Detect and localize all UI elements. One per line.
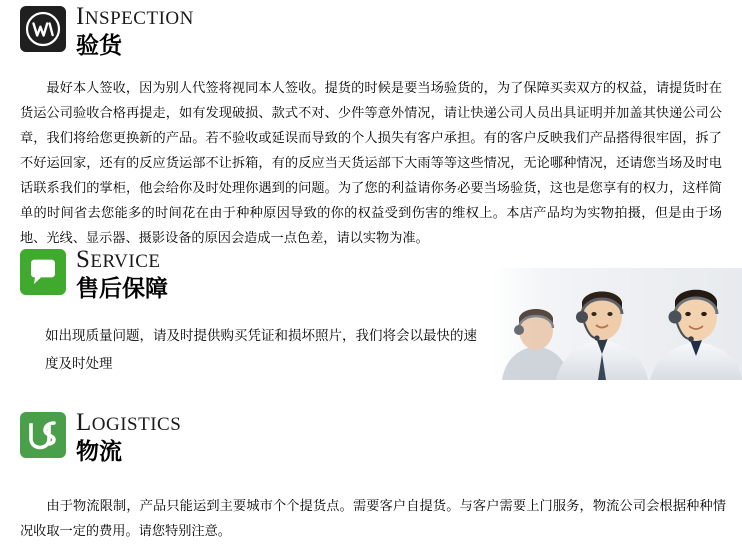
inspection-title-cn: 验货 — [76, 33, 122, 59]
service-title-cn: 售后保障 — [76, 276, 168, 302]
logistics-header — [20, 409, 726, 466]
logistics-title-en-rest: OGISTICS — [91, 414, 182, 435]
logistics-title-cn: 物流 — [76, 439, 122, 465]
logistics-body-text: 由于物流限制，产品只能运到主要城市个个提货点。需要客户自提货。与客户需要上门服务，物流公司会根据种种情况收取一定的费用。请您特别注意。 — [20, 499, 726, 539]
inspection-header — [20, 3, 726, 60]
inspection-titles — [76, 3, 194, 60]
speech-bubble-icon — [20, 249, 66, 295]
inspection-body-text: 最好本人签收，因为别人代签将视同本人签收。提货的时候是要当场验货的，为了保障买卖双方的权益，请提货时在货运公司验收合格再提走，如有发现破损、款式不对、少件等意外情况，请让快递公司人员出具证明并加盖其快递公司公章，我们将给您更换新的产品。若不验收或延误而导致的个人损失有客户承担。有的客户反映我们产品搭得很牢固，拆了不好运回家，还有的反应货运部不让拆箱，有的反应当天货运部下大雨等等这些情况，无论哪种情况，还请您当场及时电话联系我们的掌柜，他会给你及时处理你遇到的问题。为了您的利益请你务必要当场验货，这也是您享有的权力，这样简单的时间省去您能多的时间花在由于种种原因导致的你的权益受到伤害的维权上。本店产品均为实物拍摄，但是由于场地、光线、显示器、摄影设备的原因会造成一点色差，请以实物为准。 — [20, 81, 722, 246]
inspection-title-en — [76, 3, 194, 30]
service-body-text: 如出现质量问题，请及时提供购买凭证和损坏照片，我们将会以最快的速度及时处理 — [45, 328, 477, 372]
logistics-title-en-initial: L — [76, 409, 92, 436]
inspection-title-en-initial: I — [76, 3, 85, 30]
service-titles — [76, 246, 168, 303]
stumbleupon-su-icon — [20, 412, 66, 458]
section-inspection — [20, 3, 726, 251]
service-title-en-initial: S — [76, 246, 91, 273]
service-title-en-rest: ERVICE — [90, 251, 161, 272]
wordpress-w-icon — [20, 6, 66, 52]
customer-service-headset-photo — [492, 268, 742, 380]
logistics-title-en — [76, 409, 182, 436]
section-logistics — [20, 409, 726, 466]
logistics-titles — [76, 409, 182, 466]
inspection-title-en-rest: NSPECTION — [84, 8, 194, 29]
service-title-en — [76, 246, 168, 273]
